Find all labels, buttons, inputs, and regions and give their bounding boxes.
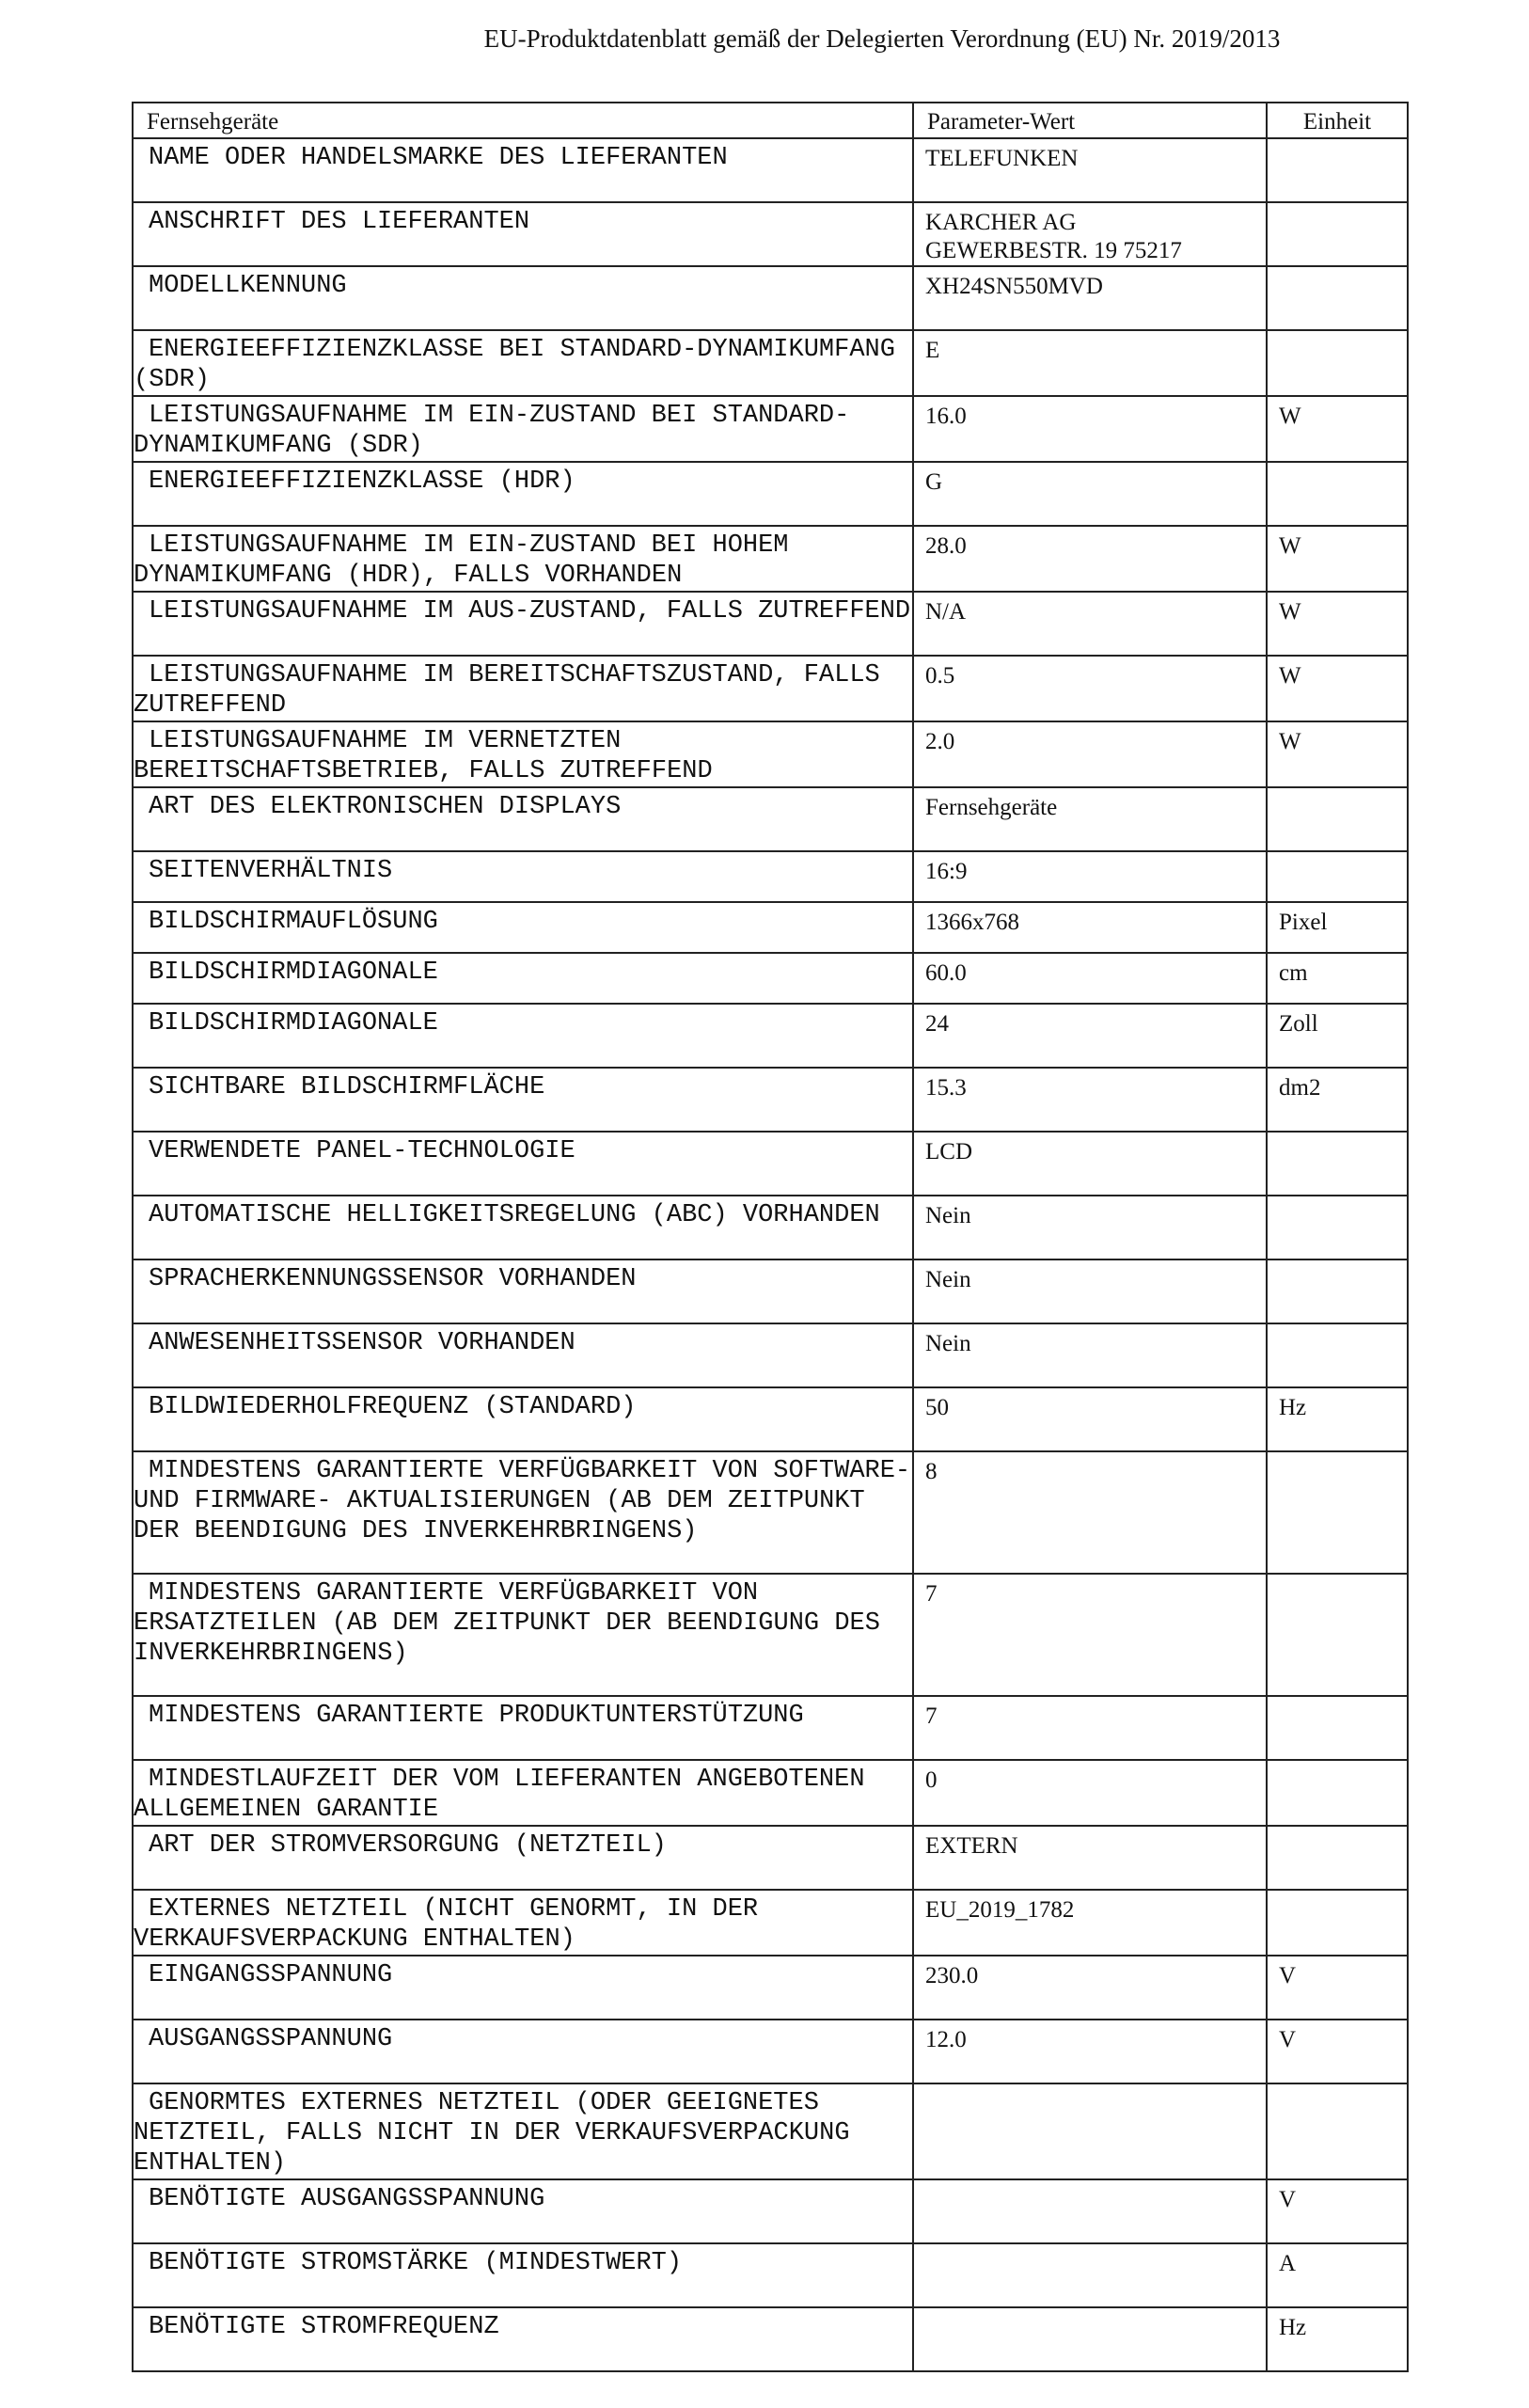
- row-label: MINDESTENS GARANTIERTE VERFÜGBARKEIT VON SOFTWARE- UND FIRMWARE- AKTUALISIERUNGEN (AB DEM ZEITPUNKT DER BEENDIGUNG DES INVERKEHRBRINGENS): [133, 1451, 913, 1574]
- row-unit: [1267, 787, 1408, 851]
- table-row: [133, 851, 1408, 902]
- table-row: [133, 1323, 1408, 1387]
- row-unit: dm2: [1267, 1068, 1408, 1132]
- row-label: GENORMTES EXTERNES NETZTEIL (ODER GEEIGNETES NETZTEIL, FALLS NICHT IN DER VERKAUFSVERPACKUNG ENTHALTEN): [133, 2083, 913, 2179]
- table-row: [133, 266, 1408, 330]
- row-value: E: [913, 330, 1267, 396]
- row-value: [913, 2243, 1267, 2307]
- row-value: Nein: [913, 1259, 1267, 1323]
- row-value: 8: [913, 1451, 1267, 1574]
- row-value: EU_2019_1782: [913, 1890, 1267, 1956]
- row-unit: [1267, 1574, 1408, 1696]
- row-label: MINDESTLAUFZEIT DER VOM LIEFERANTEN ANGEBOTENEN ALLGEMEINEN GARANTIE: [133, 1760, 913, 1826]
- column-header-unit: Einheit: [1267, 103, 1408, 138]
- row-label: EXTERNES NETZTEIL (NICHT GENORMT, IN DER VERKAUFSVERPACKUNG ENTHALTEN): [133, 1890, 913, 1956]
- row-unit: [1267, 330, 1408, 396]
- row-label: BILDSCHIRMAUFLÖSUNG: [133, 902, 913, 953]
- table-row: [133, 138, 1408, 202]
- table-row: [133, 1956, 1408, 2020]
- row-label: MODELLKENNUNG: [133, 266, 913, 330]
- row-value: [913, 2179, 1267, 2243]
- row-label: LEISTUNGSAUFNAHME IM EIN-ZUSTAND BEI STANDARD- DYNAMIKUMFANG (SDR): [133, 396, 913, 462]
- row-unit: Hz: [1267, 2307, 1408, 2371]
- row-value: LCD: [913, 1132, 1267, 1196]
- row-unit: Pixel: [1267, 902, 1408, 953]
- row-value: 15.3: [913, 1068, 1267, 1132]
- row-label: LEISTUNGSAUFNAHME IM EIN-ZUSTAND BEI HOHEM DYNAMIKUMFANG (HDR), FALLS VORHANDEN: [133, 526, 913, 592]
- row-value: N/A: [913, 592, 1267, 656]
- row-label: ART DER STROMVERSORGUNG (NETZTEIL): [133, 1826, 913, 1890]
- row-value: Nein: [913, 1196, 1267, 1259]
- table-row: [133, 526, 1408, 592]
- row-unit: W: [1267, 656, 1408, 721]
- row-label: SICHTBARE BILDSCHIRMFLÄCHE: [133, 1068, 913, 1132]
- row-unit: [1267, 202, 1408, 266]
- row-value: [913, 2083, 1267, 2179]
- row-unit: Zoll: [1267, 1004, 1408, 1068]
- page-title: EU-Produktdatenblatt gemäß der Delegierten Verordnung (EU) Nr. 2019/2013: [483, 24, 1281, 53]
- table-row: [133, 396, 1408, 462]
- row-value: XH24SN550MVD: [913, 266, 1267, 330]
- row-label: SEITENVERHÄLTNIS: [133, 851, 913, 902]
- row-unit: [1267, 1451, 1408, 1574]
- row-label: NAME ODER HANDELSMARKE DES LIEFERANTEN: [133, 138, 913, 202]
- row-label: BILDWIEDERHOLFREQUENZ (STANDARD): [133, 1387, 913, 1451]
- row-value: 0.5: [913, 656, 1267, 721]
- row-value: 12.0: [913, 2020, 1267, 2083]
- row-unit: [1267, 1259, 1408, 1323]
- row-unit: [1267, 138, 1408, 202]
- row-label: BILDSCHIRMDIAGONALE: [133, 1004, 913, 1068]
- row-label: ENERGIEEFFIZIENZKLASSE (HDR): [133, 462, 913, 526]
- row-value: 16:9: [913, 851, 1267, 902]
- row-value: TELEFUNKEN: [913, 138, 1267, 202]
- row-value: 2.0: [913, 721, 1267, 787]
- row-unit: [1267, 2083, 1408, 2179]
- row-unit: W: [1267, 526, 1408, 592]
- table-row: [133, 1259, 1408, 1323]
- row-label: MINDESTENS GARANTIERTE PRODUKTUNTERSTÜTZUNG: [133, 1696, 913, 1760]
- product-data-table: [132, 102, 1409, 2372]
- row-label: EINGANGSSPANNUNG: [133, 1956, 913, 2020]
- row-unit: [1267, 1323, 1408, 1387]
- row-unit: [1267, 266, 1408, 330]
- table-row: [133, 1890, 1408, 1956]
- row-unit: [1267, 1132, 1408, 1196]
- row-unit: [1267, 851, 1408, 902]
- table-row: [133, 2020, 1408, 2083]
- column-header-product: Fernsehgeräte: [133, 103, 913, 138]
- row-unit: Hz: [1267, 1387, 1408, 1451]
- row-unit: [1267, 1826, 1408, 1890]
- table-row: [133, 953, 1408, 1004]
- row-unit: W: [1267, 721, 1408, 787]
- row-unit: [1267, 1196, 1408, 1259]
- row-unit: [1267, 1760, 1408, 1826]
- row-value: G: [913, 462, 1267, 526]
- row-value: 7: [913, 1574, 1267, 1696]
- row-value: KARCHER AG GEWERBESTR. 19 75217: [913, 202, 1267, 266]
- row-label: LEISTUNGSAUFNAHME IM AUS-ZUSTAND, FALLS ZUTREFFEND: [133, 592, 913, 656]
- table-row: [133, 1574, 1408, 1696]
- row-value: 28.0: [913, 526, 1267, 592]
- table-row: [133, 1004, 1408, 1068]
- table-row: [133, 1451, 1408, 1574]
- row-value: Nein: [913, 1323, 1267, 1387]
- table-row: [133, 202, 1408, 266]
- table-row: [133, 1760, 1408, 1826]
- table-row: [133, 1196, 1408, 1259]
- table-row: [133, 1132, 1408, 1196]
- row-value: 1366x768: [913, 902, 1267, 953]
- row-label: VERWENDETE PANEL-TECHNOLOGIE: [133, 1132, 913, 1196]
- table-row: [133, 656, 1408, 721]
- row-unit: A: [1267, 2243, 1408, 2307]
- row-label: BENÖTIGTE STROMSTÄRKE (MINDESTWERT): [133, 2243, 913, 2307]
- table-row: [133, 592, 1408, 656]
- row-label: BENÖTIGTE AUSGANGSSPANNUNG: [133, 2179, 913, 2243]
- row-label: LEISTUNGSAUFNAHME IM BEREITSCHAFTSZUSTAND, FALLS ZUTREFFEND: [133, 656, 913, 721]
- row-label: MINDESTENS GARANTIERTE VERFÜGBARKEIT VON ERSATZTEILEN (AB DEM ZEITPUNKT DER BEENDIGUNG DES INVERKEHRBRINGENS): [133, 1574, 913, 1696]
- row-value: 60.0: [913, 953, 1267, 1004]
- row-value: 230.0: [913, 1956, 1267, 2020]
- row-label: BILDSCHIRMDIAGONALE: [133, 953, 913, 1004]
- row-label: AUTOMATISCHE HELLIGKEITSREGELUNG (ABC) VORHANDEN: [133, 1196, 913, 1259]
- row-label: ANSCHRIFT DES LIEFERANTEN: [133, 202, 913, 266]
- row-value: 7: [913, 1696, 1267, 1760]
- table-row: [133, 2243, 1408, 2307]
- row-unit: V: [1267, 2179, 1408, 2243]
- row-unit: V: [1267, 2020, 1408, 2083]
- row-label: BENÖTIGTE STROMFREQUENZ: [133, 2307, 913, 2371]
- row-value: EXTERN: [913, 1826, 1267, 1890]
- row-value: [913, 2307, 1267, 2371]
- table-row: [133, 2083, 1408, 2179]
- row-unit: [1267, 1890, 1408, 1956]
- row-unit: cm: [1267, 953, 1408, 1004]
- table-row: [133, 330, 1408, 396]
- row-label: ART DES ELEKTRONISCHEN DISPLAYS: [133, 787, 913, 851]
- table-row: [133, 787, 1408, 851]
- table-row: [133, 1696, 1408, 1760]
- row-value: 16.0: [913, 396, 1267, 462]
- row-value: 0: [913, 1760, 1267, 1826]
- table-row: [133, 462, 1408, 526]
- column-header-value: Parameter-Wert: [913, 103, 1267, 138]
- row-unit: W: [1267, 396, 1408, 462]
- row-unit: [1267, 462, 1408, 526]
- row-label: AUSGANGSSPANNUNG: [133, 2020, 913, 2083]
- row-value: 50: [913, 1387, 1267, 1451]
- row-unit: V: [1267, 1956, 1408, 2020]
- table-row: [133, 1068, 1408, 1132]
- row-value: Fernsehgeräte: [913, 787, 1267, 851]
- table-header-row: [133, 103, 1408, 138]
- table-row: [133, 2307, 1408, 2371]
- table-row: [133, 902, 1408, 953]
- table-row: [133, 1387, 1408, 1451]
- table-row: [133, 2179, 1408, 2243]
- row-label: LEISTUNGSAUFNAHME IM VERNETZTEN BEREITSCHAFTSBETRIEB, FALLS ZUTREFFEND: [133, 721, 913, 787]
- row-label: ANWESENHEITSSENSOR VORHANDEN: [133, 1323, 913, 1387]
- row-unit: [1267, 1696, 1408, 1760]
- row-label: ENERGIEEFFIZIENZKLASSE BEI STANDARD-DYNAMIKUMFANG (SDR): [133, 330, 913, 396]
- row-label: SPRACHERKENNUNGSSENSOR VORHANDEN: [133, 1259, 913, 1323]
- table-row: [133, 721, 1408, 787]
- row-value: 24: [913, 1004, 1267, 1068]
- row-unit: W: [1267, 592, 1408, 656]
- table-row: [133, 1826, 1408, 1890]
